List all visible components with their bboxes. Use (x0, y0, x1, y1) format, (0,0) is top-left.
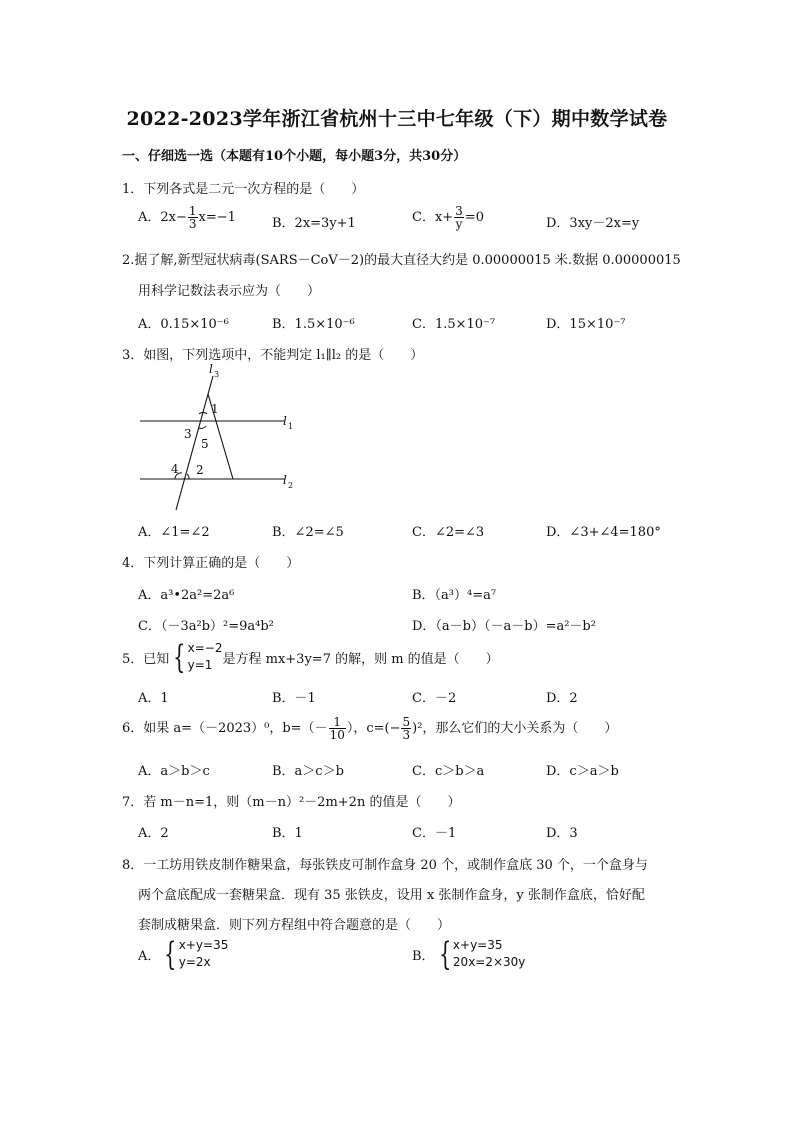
question-7-stem: 7．若 m－n=1，则（m－n）²－2m+2n 的值是（ ） (122, 795, 461, 810)
page-title: 2022-2023学年浙江省杭州十三中七年级（下）期中数学试卷 (126, 108, 668, 130)
question-8-option-b: B． { x+y=35 20x=2×30y (412, 935, 526, 974)
question-2-line-1: 2.据了解,新型冠状病毒(SARS－CoV－2)的最大直径大约是 0.00000015 米.数据 0.00000015 (122, 253, 681, 268)
angle-label-4: 4 (171, 462, 179, 476)
label-l1-sub: 1 (288, 422, 294, 431)
question-4-option-d: D．（a－b）（－a－b）=a²－b² (412, 619, 596, 634)
parallel-lines-figure (135, 362, 310, 512)
question-6-option-c: C．c＞b＞a (412, 764, 485, 779)
question-2-line-2: 用科学记数法表示应为（ ） (138, 284, 321, 299)
angle-arc-3 (199, 426, 206, 428)
question-8-line-1: 8．一工坊用铁皮制作糖果盒，每张铁皮可制作盒身 20 个，或制作盒底 30 个，一个盒身与 (122, 858, 648, 873)
label-l2-sub: 2 (288, 481, 294, 490)
question-7-option-c: C．－1 (412, 826, 457, 841)
question-4-option-b: B．（a³）⁴=a⁷ (412, 588, 497, 603)
question-2-option-b: B．1.5×10⁻⁶ (272, 317, 355, 332)
question-5-option-a: A．1 (138, 691, 169, 706)
question-8-option-a: A． { x+y=35 y=2x (138, 935, 229, 974)
question-4-stem: 4．下列计算正确的是（ ） (122, 556, 300, 571)
question-1-option-d: D．3xy－2x=y (546, 216, 640, 231)
question-4-option-c: C．（－3a²b）²=9a⁴b² (138, 619, 274, 634)
question-6-stem: 6．如果 a=（－2023）⁰，b=（－ $\frac{1}{10}$ ），c=(− $\frac{5}{3}$ )²，那么它们的大小关系为（ ） (122, 715, 618, 742)
question-3-option-c: C．∠2=∠3 (412, 525, 485, 540)
label-l2: l (283, 473, 287, 487)
question-1-option-a: A．2x− $\frac{1}{3}$ x=−1 (138, 204, 236, 231)
question-5-stem: 5．已知 { x=−2 y=1 是方程 mx+3y=7 的解，则 m 的值是（ ） (122, 638, 499, 677)
label-l1: l (283, 414, 287, 428)
question-5-option-c: C．－2 (412, 691, 457, 706)
question-2-option-c: C．1.5×10⁻⁷ (412, 317, 496, 332)
question-7-option-d: D．3 (546, 826, 578, 841)
system-brace-b: { (438, 935, 451, 974)
question-7-option-b: B．1 (272, 826, 303, 841)
question-6-option-b: B．a＞c＞b (272, 764, 344, 779)
system-brace-q5: { (173, 638, 186, 677)
label-l3-sub: 3 (214, 370, 220, 379)
question-3-option-d: D．∠3+∠4=180° (546, 525, 661, 540)
angle-label-5: 5 (201, 437, 209, 451)
question-2-option-a: A．0.15×10⁻⁶ (138, 317, 229, 332)
angle-label-3: 3 (184, 427, 192, 441)
question-5-option-d: D．2 (546, 691, 578, 706)
system-brace-a: { (164, 935, 177, 974)
question-8-line-3: 套制成糖果盒．则下列方程组中符合题意的是（ ） (138, 918, 451, 933)
question-1-stem: 1．下列各式是二元一次方程的是（ ） (122, 182, 365, 197)
question-1-option-c: C．x+ $\frac{3}{y}$ =0 (412, 204, 484, 231)
question-8-line-2: 两个盒底配成一套糖果盒．现有 35 张铁皮，设用 x 张制作盒身，y 张制作盒底，恰好配 (138, 888, 645, 903)
question-7-option-a: A．2 (138, 826, 169, 841)
question-1-option-b: B．2x=3y+1 (272, 216, 356, 231)
angle-label-1: 1 (211, 402, 219, 416)
question-3-stem: 3．如图，下列选项中，不能判定 l₁∥l₂ 的是（ ） (122, 348, 424, 363)
section-heading: 一、仔细选一选（本题有10个小题，每小题3分，共30分） (122, 149, 467, 164)
label-l3: l (209, 362, 213, 376)
question-3-option-a: A．∠1=∠2 (138, 525, 210, 540)
question-4-option-a: A．a³•2a²=2a⁶ (138, 588, 235, 603)
angle-arc-2 (187, 474, 189, 479)
question-3-option-b: B．∠2=∠5 (272, 525, 344, 540)
angle-label-2: 2 (196, 463, 204, 477)
question-6-option-a: A．a＞b＞c (138, 764, 210, 779)
question-6-option-d: D．c＞a＞b (546, 764, 619, 779)
question-5-option-b: B．－1 (272, 691, 316, 706)
question-2-option-d: D．15×10⁻⁷ (546, 317, 626, 332)
